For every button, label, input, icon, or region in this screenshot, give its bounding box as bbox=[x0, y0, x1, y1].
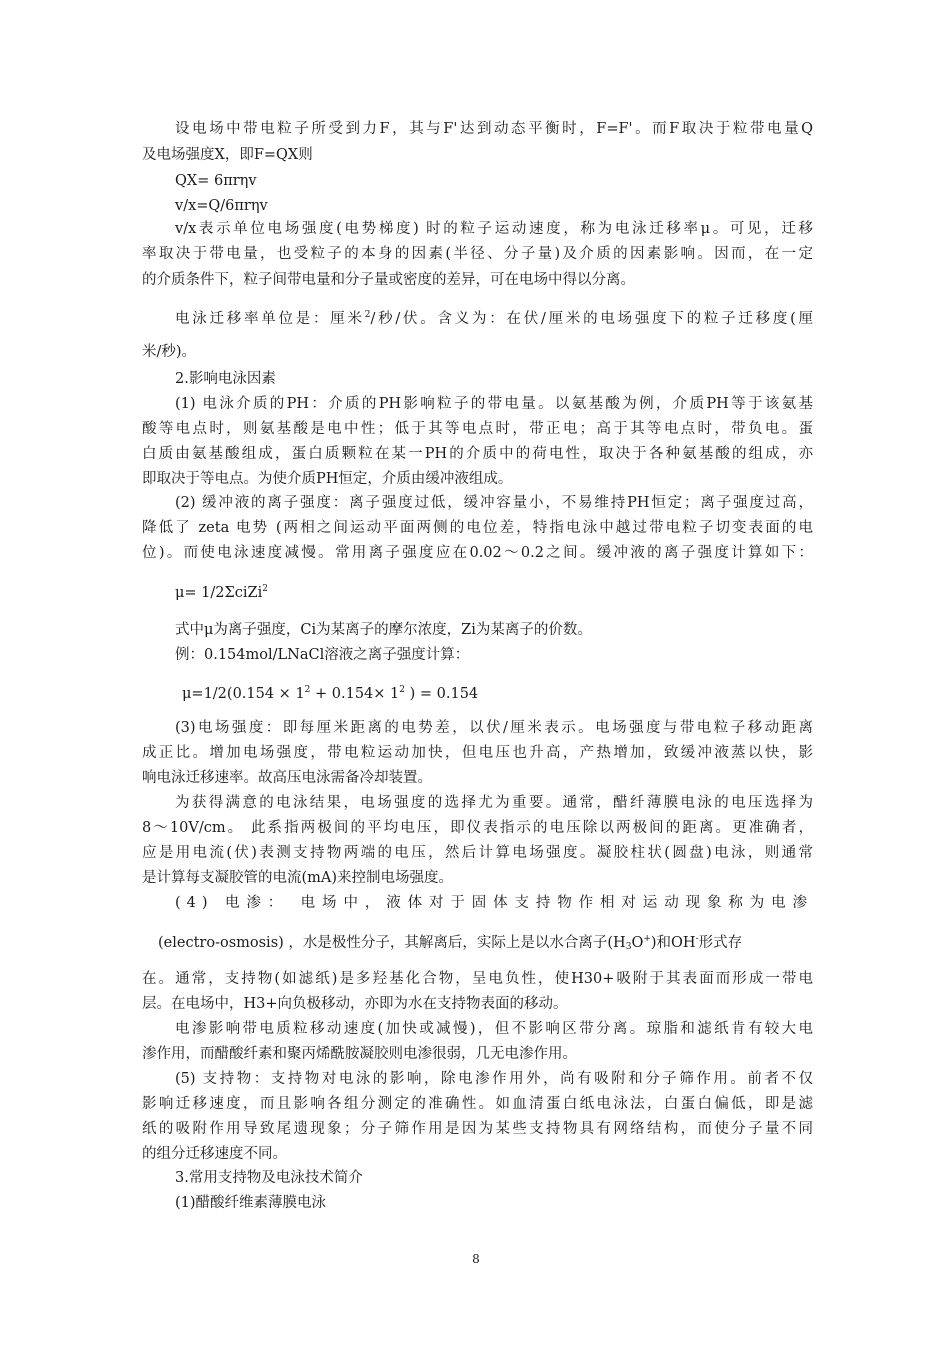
page-number: 8 bbox=[472, 1252, 480, 1266]
paragraph-line: (3)电场强度：即每厘米距离的电势差，以伏/厘米表示。电场强度与带电粒子移动距离 bbox=[175, 720, 813, 736]
paragraph-line: 率取决于带电量，也受粒子的本身的因素(半径、分子量)及介质的因素影响。因而，在一定 bbox=[142, 246, 813, 262]
paragraph-line: 渗作用，而醋酸纤素和聚丙烯酰胺凝胶则电渗很弱，几无电渗作用。 bbox=[142, 1046, 577, 1062]
paragraph-line bbox=[175, 309, 813, 329]
paragraph-line: 影响迁移速度，而且影响各组分测定的准确性。如血清蛋白纸电泳法，白蛋白偏低，即是滤 bbox=[142, 1096, 813, 1112]
paragraph-line: 白质由氨基酸组成，蛋白质颗粒在某一PH的介质中的荷电性，取决于各种氨基酸的组成，亦 bbox=[142, 446, 813, 462]
paragraph-line: 应是用电流(伏)表测支持物两端的电压，然后计算电场强度。凝胶柱状(圆盘)电泳，则通常 bbox=[142, 845, 813, 861]
text: μ= 1/2ΣciZi bbox=[175, 585, 263, 601]
paragraph-line: 纸的吸附作用导致尾遗现象；分子筛作用是因为某些支持物具有网络结构，而使分子量不同 bbox=[142, 1121, 813, 1137]
paragraph-line: 即取决于等电点。为使介质PH恒定，介质由缓冲液组成。 bbox=[142, 471, 513, 487]
superscript: 2 bbox=[304, 685, 311, 695]
paragraph-line: 成正比。增加电场强度，带电粒运动加快，但电压也升高，产热增加，致缓冲液蒸以快，影 bbox=[142, 745, 813, 761]
subscript: 3 bbox=[625, 942, 632, 952]
paragraph-line: v/x表示单位电场强度(电势梯度) 时的粒子运动速度，称为电泳迁移率μ。可见，迁移 bbox=[175, 221, 813, 237]
paragraph-line: 式中μ为离子强度，Ci为某离子的摩尔浓度，Zi为某离子的价数。 bbox=[175, 622, 592, 638]
text: 形式存 bbox=[698, 935, 743, 951]
superscript: + bbox=[643, 934, 651, 944]
subsection-heading: (1)醋酸纤维素薄膜电泳 bbox=[175, 1195, 327, 1211]
paragraph-line: 降低了 zeta 电势 (两相之间运动平面两侧的电位差，特指电泳中越过带电粒子切变表面的电 bbox=[142, 520, 813, 536]
paragraph-line bbox=[158, 933, 742, 953]
paragraph-line: 米/秒)。 bbox=[142, 344, 197, 360]
text: O bbox=[631, 935, 644, 951]
paragraph-line: 8～10V/cm。 此系指两极间的平均电压，即仪表指示的电压除以两极间的距离。更准确者， bbox=[142, 820, 813, 836]
text: (electro-osmosis) ，水是极性分子，其解离后，实际上是以水合离子(H bbox=[158, 935, 626, 951]
equation bbox=[175, 583, 268, 603]
paragraph-line: 响电泳迁移速率。故高压电泳需备冷却装置。 bbox=[142, 770, 432, 786]
paragraph-line: 及电场强度X，即F=QX则 bbox=[142, 147, 313, 163]
paragraph-line: 为获得满意的电泳结果，电场强度的选择尤为重要。通常，醋纤薄膜电泳的电压选择为 bbox=[175, 795, 813, 811]
text: μ=1/2(0.154 × 1 bbox=[182, 686, 305, 702]
paragraph-line: 电渗影响带电质粒移动速度(加快或减慢)，但不影响区带分离。琼脂和滤纸肯有较大电 bbox=[175, 1021, 813, 1037]
equation: QX= 6πrηv bbox=[175, 173, 257, 189]
text: + 0.154× 1 bbox=[310, 686, 400, 702]
text: 电泳迁移率单位是：厘米 bbox=[175, 311, 365, 327]
superscript: 2 bbox=[262, 584, 268, 594]
paragraph-line: 层。在电场中，H3+向负极移动，亦即为水在支持物表面的移动。 bbox=[142, 996, 568, 1012]
paragraph-line: 的组分迁移速度不同。 bbox=[142, 1146, 287, 1162]
paragraph-line: 是计算每支凝胶管的电流(mA)来控制电场强度。 bbox=[142, 870, 454, 886]
superscript: 2 bbox=[364, 310, 371, 320]
paragraph-line: 的介质条件下，粒子间带电量和分子量或密度的差异，可在电场中得以分离。 bbox=[142, 272, 635, 288]
paragraph-line: (4) 电渗： 电场中，液体对于固体支持物作相对运动现象称为电渗 bbox=[175, 895, 813, 911]
equation: v/x=Q/6πrηv bbox=[175, 198, 268, 214]
paragraph-line: 例：0.154mol/LNaCl溶液之离子强度计算： bbox=[175, 647, 470, 663]
equation bbox=[182, 684, 478, 704]
paragraph-line: 位)。而使电泳速度减慢。常用离子强度应在0.02～0.2之间。缓冲液的离子强度计算如下： bbox=[142, 545, 813, 561]
text: /秒/伏。含义为：在伏/厘米的电场强度下的粒子迁移度(厘 bbox=[370, 311, 814, 327]
text: )和OH bbox=[650, 935, 696, 951]
superscript: 2 bbox=[399, 685, 406, 695]
text: ) = 0.154 bbox=[405, 686, 479, 702]
paragraph-line: (2) 缓冲液的离子强度：离子强度过低，缓冲容量小，不易维持PH恒定；离子强度过高， bbox=[175, 495, 813, 511]
superscript: - bbox=[695, 934, 699, 944]
paragraph-line: (1) 电泳介质的PH：介质的PH影响粒子的带电量。以氨基酸为例，介质PH等于该氨基 bbox=[175, 396, 813, 412]
paragraph-line: 酸等电点时，则氨基酸是电中性；低于其等电点时，带正电；高于其等电点时，带负电。蛋 bbox=[142, 421, 813, 437]
section-heading: 3.常用支持物及电泳技术简介 bbox=[175, 1170, 363, 1186]
section-heading: 2.影响电泳因素 bbox=[175, 371, 276, 387]
paragraph-line: 在。通常，支持物(如滤纸)是多羟基化合物，呈电负性，使H30+吸附于其表面而形成一带电 bbox=[142, 971, 813, 987]
paragraph-line: (5) 支持物：支持物对电泳的影响，除电渗作用外，尚有吸附和分子筛作用。前者不仅 bbox=[175, 1071, 813, 1087]
paragraph-line: 设电场中带电粒子所受到力F，其与F'达到动态平衡时，F=F'。而F取决于粒带电量Q bbox=[175, 121, 813, 137]
